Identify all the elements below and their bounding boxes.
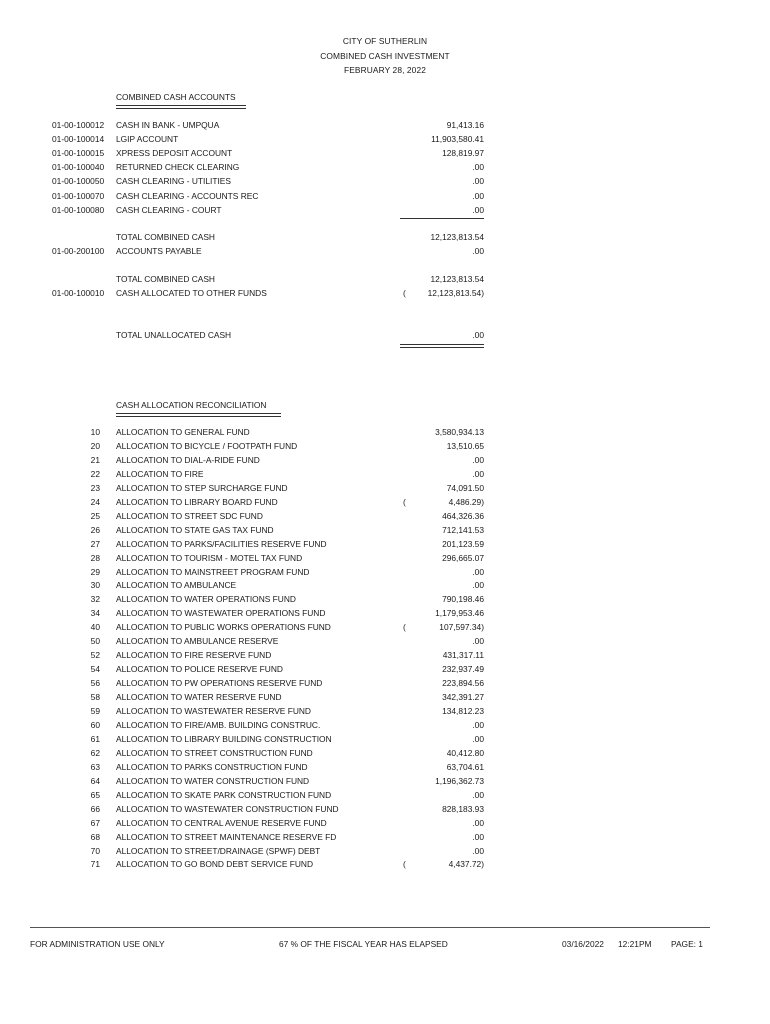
- row-amount: 223,894.56: [442, 678, 484, 689]
- fund-number: 30: [90, 580, 100, 591]
- row-description: ALLOCATION TO WASTEWATER CONSTRUCTION FUND: [116, 803, 339, 814]
- account-row: [0, 134, 770, 146]
- row-description: ALLOCATION TO MAINSTREET PROGRAM FUND: [116, 566, 310, 577]
- fund-number: 20: [90, 440, 100, 451]
- row-amount: .00: [472, 162, 484, 173]
- row-description: ALLOCATION TO PARKS/FACILITIES RESERVE FUND: [116, 538, 327, 549]
- row-description: ALLOCATION TO AMBULANCE RESERVE: [116, 636, 279, 647]
- footer-time: 12:21PM: [618, 939, 652, 949]
- row-amount: 12,123,813.54: [430, 232, 484, 242]
- fund-number: 26: [90, 524, 100, 535]
- section-title-underline: [116, 413, 281, 414]
- row-amount: 13,510.65: [446, 440, 484, 451]
- account-number: 01-00-100050: [52, 176, 105, 187]
- account-row: [0, 120, 770, 132]
- row-amount: 1,196,362.73: [435, 775, 484, 786]
- allocation-row: [0, 622, 770, 634]
- row-amount: 12,123,813.54): [427, 288, 484, 298]
- row-amount: 40,412.80: [446, 747, 484, 758]
- fund-number: 71: [90, 859, 100, 870]
- row-description: ALLOCATION TO STEP SURCHARGE FUND: [116, 482, 288, 493]
- allocation-row: [0, 580, 770, 592]
- fund-number: 63: [90, 761, 100, 772]
- row-amount: 91,413.16: [446, 120, 484, 130]
- subtotal-rule: [400, 218, 484, 219]
- report-date: FEBRUARY 28, 2022: [344, 65, 426, 75]
- allocation-row: [0, 720, 770, 732]
- account-number: 01-00-100080: [52, 204, 105, 215]
- row-amount: 790,198.46: [442, 594, 484, 605]
- allocation-row: [0, 846, 770, 858]
- fund-number: 32: [90, 594, 100, 605]
- fund-number: 59: [90, 706, 100, 716]
- row-description: ALLOCATION TO PUBLIC WORKS OPERATIONS FUND: [116, 622, 331, 633]
- allocation-row: [0, 790, 770, 802]
- allocation-row: [0, 734, 770, 746]
- row-description: ALLOCATION TO BICYCLE / FOOTPATH FUND: [116, 440, 298, 451]
- row-amount: 431,317.11: [442, 650, 484, 661]
- account-number: 01-00-100070: [52, 190, 105, 201]
- allocation-row: [0, 594, 770, 606]
- row-description: ALLOCATION TO POLICE RESERVE FUND: [116, 664, 283, 675]
- row-amount: 128,819.97: [442, 148, 484, 159]
- row-description: ALLOCATION TO CENTRAL AVENUE RESERVE FUND: [116, 817, 327, 828]
- row-description: ALLOCATION TO STATE GAS TAX FUND: [116, 524, 274, 535]
- fund-number: 10: [90, 427, 100, 437]
- row-amount: .00: [472, 733, 484, 744]
- footer-admin-note: FOR ADMINISTRATION USE ONLY: [30, 939, 165, 949]
- row-description: ALLOCATION TO WASTEWATER OPERATIONS FUND: [116, 608, 326, 619]
- negative-paren: (: [403, 859, 406, 870]
- row-description: TOTAL COMBINED CASH: [116, 232, 215, 242]
- allocation-row: [0, 832, 770, 844]
- row-description: ALLOCATION TO LIBRARY BOARD FUND: [116, 496, 278, 507]
- fund-number: 64: [90, 775, 100, 786]
- row-amount: 1,179,953.46: [435, 608, 484, 619]
- row-amount: 201,123.59: [442, 538, 484, 549]
- allocation-row: [0, 650, 770, 662]
- row-amount: 63,704.61: [446, 761, 484, 772]
- allocation-row: [0, 762, 770, 774]
- row-description: ACCOUNTS PAYABLE: [116, 246, 202, 256]
- account-number: 01-00-100015: [52, 148, 105, 159]
- row-description: CASH CLEARING - ACCOUNTS REC: [116, 190, 259, 201]
- city-name: CITY OF SUTHERLIN: [342, 36, 428, 46]
- row-amount: 11,903,580.41: [431, 134, 484, 145]
- account-number: 01-00-100014: [52, 134, 105, 145]
- row-description: ALLOCATION TO WATER RESERVE FUND: [116, 692, 282, 703]
- row-description: ALLOCATION TO SKATE PARK CONSTRUCTION FUND: [116, 789, 332, 800]
- account-row: [0, 191, 770, 203]
- row-description: CASH CLEARING - UTILITIES: [116, 176, 231, 187]
- allocation-row: [0, 859, 770, 871]
- total-combined-cash-row: [0, 274, 770, 286]
- negative-paren: (: [403, 496, 406, 507]
- fund-number: 23: [90, 482, 100, 493]
- fund-number: 68: [90, 831, 100, 842]
- allocation-row: [0, 706, 770, 718]
- row-description: ALLOCATION TO FIRE: [116, 468, 204, 479]
- fund-number: 62: [90, 747, 100, 758]
- account-row: [0, 176, 770, 188]
- allocation-row: [0, 539, 770, 551]
- allocation-row: [0, 469, 770, 481]
- allocation-row: [0, 608, 770, 620]
- allocation-row: [0, 636, 770, 648]
- row-description: ALLOCATION TO FIRE RESERVE FUND: [116, 650, 272, 661]
- fund-number: 54: [90, 664, 100, 675]
- row-description: ALLOCATION TO WATER OPERATIONS FUND: [116, 594, 296, 605]
- row-description: CASH ALLOCATED TO OTHER FUNDS: [116, 288, 267, 298]
- fund-number: 58: [90, 692, 100, 703]
- fund-number: 34: [90, 608, 100, 619]
- allocation-row: [0, 748, 770, 760]
- fund-number: 56: [90, 678, 100, 689]
- row-description: ALLOCATION TO STREET/DRAINAGE (SPWF) DEBT: [116, 845, 321, 856]
- row-amount: .00: [472, 817, 484, 828]
- fund-number: 21: [90, 454, 100, 465]
- grand-total-double-rule: [400, 344, 484, 348]
- row-description: RETURNED CHECK CLEARING: [116, 162, 240, 173]
- footer-date: 03/16/2022: [562, 939, 604, 949]
- row-amount: .00: [472, 831, 484, 842]
- row-amount: .00: [472, 789, 484, 800]
- row-amount: 4,437.72): [448, 859, 484, 870]
- allocation-row: [0, 818, 770, 830]
- row-description: ALLOCATION TO WASTEWATER RESERVE FUND: [116, 706, 311, 716]
- section-title-underline: [116, 108, 246, 109]
- row-amount: .00: [472, 719, 484, 730]
- row-description: ALLOCATION TO WATER CONSTRUCTION FUND: [116, 775, 310, 786]
- fund-number: 29: [90, 566, 100, 577]
- row-description: ALLOCATION TO FIRE/AMB. BUILDING CONSTRUC.: [116, 719, 321, 730]
- section-combined-cash-title: COMBINED CASH ACCOUNTS: [116, 92, 236, 102]
- negative-paren: (: [403, 622, 406, 633]
- row-amount: .00: [472, 636, 484, 647]
- row-amount: 342,391.27: [442, 692, 484, 703]
- account-number: 01-00-100010: [52, 288, 105, 298]
- row-description: LGIP ACCOUNT: [116, 134, 179, 145]
- row-description: TOTAL COMBINED CASH: [116, 274, 215, 284]
- row-description: TOTAL UNALLOCATED CASH: [116, 330, 232, 340]
- allocation-row: [0, 804, 770, 816]
- row-description: ALLOCATION TO AMBULANCE: [116, 580, 237, 591]
- allocation-row: [0, 678, 770, 690]
- row-amount: 828,183.93: [442, 803, 484, 814]
- fund-number: 27: [90, 538, 100, 549]
- fund-number: 60: [90, 719, 100, 730]
- footer-rule: [30, 927, 710, 928]
- allocation-row: [0, 427, 770, 439]
- fund-number: 61: [90, 733, 100, 744]
- total-unallocated-cash-row: [0, 330, 770, 342]
- allocation-row: [0, 664, 770, 676]
- fund-number: 28: [90, 552, 100, 563]
- fund-number: 25: [90, 510, 100, 521]
- row-description: ALLOCATION TO GENERAL FUND: [116, 427, 250, 437]
- row-description: ALLOCATION TO STREET SDC FUND: [116, 510, 263, 521]
- negative-paren: (: [403, 288, 406, 298]
- account-number: 01-00-100012: [52, 120, 105, 130]
- account-number: 01-00-100040: [52, 162, 105, 173]
- allocation-row: [0, 497, 770, 509]
- allocation-row: [0, 567, 770, 579]
- row-description: ALLOCATION TO PARKS CONSTRUCTION FUND: [116, 761, 308, 772]
- allocation-row: [0, 441, 770, 453]
- row-amount: 296,665.07: [442, 552, 484, 563]
- row-description: XPRESS DEPOSIT ACCOUNT: [116, 148, 233, 159]
- row-amount: .00: [472, 468, 484, 479]
- fund-number: 52: [90, 650, 100, 661]
- row-description: ALLOCATION TO STREET CONSTRUCTION FUND: [116, 747, 313, 758]
- row-amount: 232,937.49: [442, 664, 484, 675]
- account-row: [0, 205, 770, 217]
- allocation-row: [0, 692, 770, 704]
- fund-number: 40: [90, 622, 100, 633]
- row-description: CASH IN BANK - UMPQUA: [116, 120, 220, 130]
- row-amount: 712,141.53: [442, 524, 484, 535]
- row-description: ALLOCATION TO DIAL-A-RIDE FUND: [116, 454, 260, 465]
- account-row: [0, 162, 770, 174]
- report-title: COMBINED CASH INVESTMENT: [320, 51, 450, 61]
- allocation-row: [0, 776, 770, 788]
- accounts-payable-row: [0, 246, 770, 258]
- account-row: [0, 148, 770, 160]
- footer-fiscal-note: 67 % OF THE FISCAL YEAR HAS ELAPSED: [279, 939, 448, 949]
- total-combined-cash-row: [0, 232, 770, 244]
- row-amount: .00: [472, 330, 484, 340]
- allocation-row: [0, 511, 770, 523]
- row-amount: 464,326.36: [442, 510, 484, 521]
- row-amount: .00: [472, 176, 484, 187]
- fund-number: 24: [90, 496, 100, 507]
- row-amount: 134,812.23: [442, 706, 484, 716]
- fund-number: 66: [90, 803, 100, 814]
- row-description: ALLOCATION TO TOURISM - MOTEL TAX FUND: [116, 552, 303, 563]
- row-description: ALLOCATION TO LIBRARY BUILDING CONSTRUCTION: [116, 733, 332, 744]
- row-amount: 12,123,813.54: [430, 274, 484, 284]
- row-amount: .00: [472, 454, 484, 465]
- section-title-underline: [116, 105, 246, 106]
- fund-number: 22: [90, 468, 100, 479]
- row-description: ALLOCATION TO GO BOND DEBT SERVICE FUND: [116, 859, 314, 870]
- allocation-row: [0, 483, 770, 495]
- row-amount: 3,580,934.13: [435, 427, 484, 437]
- row-description: CASH CLEARING - COURT: [116, 204, 222, 215]
- fund-number: 50: [90, 636, 100, 647]
- row-description: ALLOCATION TO STREET MAINTENANCE RESERVE FD: [116, 831, 337, 842]
- allocation-row: [0, 455, 770, 467]
- row-amount: 74,091.50: [446, 482, 484, 493]
- allocation-row: [0, 525, 770, 537]
- cash-allocated-row: [0, 288, 770, 300]
- allocation-row: [0, 553, 770, 565]
- fund-number: 70: [90, 845, 100, 856]
- row-amount: 4,486.29): [448, 496, 484, 507]
- row-amount: .00: [472, 204, 484, 215]
- account-number: 01-00-200100: [52, 246, 105, 256]
- row-amount: 107,597.34): [439, 622, 484, 633]
- section-title-underline: [116, 416, 281, 417]
- footer-page: PAGE: 1: [671, 939, 703, 949]
- row-amount: .00: [472, 580, 484, 591]
- row-amount: .00: [472, 246, 484, 256]
- row-amount: .00: [472, 845, 484, 856]
- section-reconciliation-title: CASH ALLOCATION RECONCILIATION: [116, 400, 267, 410]
- fund-number: 65: [90, 789, 100, 800]
- row-amount: .00: [472, 190, 484, 201]
- fund-number: 67: [90, 817, 100, 828]
- row-amount: .00: [472, 566, 484, 577]
- row-description: ALLOCATION TO PW OPERATIONS RESERVE FUND: [116, 678, 323, 689]
